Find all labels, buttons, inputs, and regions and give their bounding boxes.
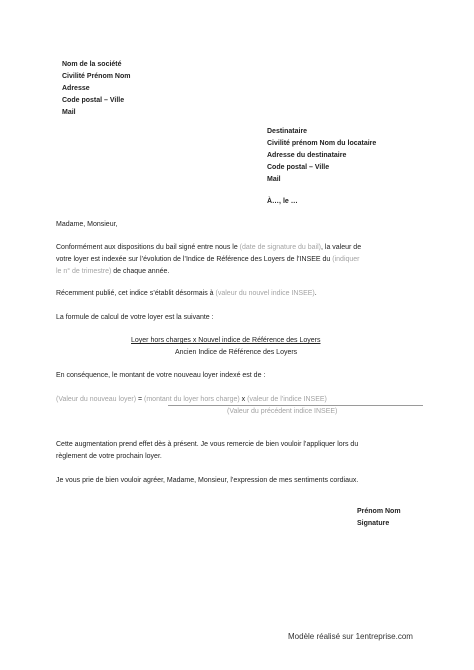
sender-name: Civilité Prénom Nom <box>62 73 131 80</box>
recipient-postal: Code postal – Ville <box>267 164 330 171</box>
paragraph-1-line-2: votre loyer est indexée sur l’évolution de l’Indice de Référence des Loyers de l’INSEE du (indiquer <box>56 256 360 263</box>
placeholder-previous-index: (Valeur du précédent indice INSEE) <box>227 408 338 415</box>
placeholder-lease-date: (date de signature du bail) <box>239 244 322 251</box>
salutation: Madame, Monsieur, <box>56 221 118 228</box>
sender-mail: Mail <box>62 109 76 116</box>
recipient-address: Adresse du destinataire <box>267 152 347 159</box>
paragraph-1-line-1: Conformément aux dispositions du bail signé entre nous le (date de signature du bail), la valeur de <box>56 244 362 251</box>
recipient-mail: Mail <box>267 176 281 183</box>
sender-address: Adresse <box>62 85 90 92</box>
place-date: À…, le … <box>267 198 298 205</box>
calculation-line: (Valeur du nouveau loyer) = (montant du loyer hors charge) x (valeur de l’indice INSEE) <box>56 396 327 403</box>
fraction-line <box>168 405 423 406</box>
paragraph-2: Récemment publié, cet indice s’établit désormais à (valeur du nouvel indice INSEE). <box>56 290 317 297</box>
closing-formula: Je vous prie de bien vouloir agréer, Madame, Monsieur, l’expression de mes sentiments cordiaux. <box>56 477 359 484</box>
signature-label: Signature <box>357 520 390 527</box>
sender-postal: Code postal – Ville <box>62 97 125 104</box>
placeholder-new-rent: (Valeur du nouveau loyer) <box>56 396 137 403</box>
formula-denominator: Ancien Indice de Référence des Loyers <box>175 349 298 356</box>
placeholder-quarter: (indiquer <box>332 256 360 263</box>
placeholder-insee-index: (valeur de l’indice INSEE) <box>247 396 327 403</box>
sender-company: Nom de la société <box>62 61 122 68</box>
placeholder-new-index: (valeur du nouvel indice INSEE) <box>215 290 315 297</box>
formula-numerator: Loyer hors charges x Nouvel indice de Référence des Loyers <box>131 337 321 344</box>
paragraph-3: La formule de calcul de votre loyer est la suivante : <box>56 314 214 321</box>
paragraph-4: En conséquence, le montant de votre nouveau loyer indexé est de : <box>56 372 266 379</box>
paragraph-5-line-2: règlement de votre prochain loyer. <box>56 453 162 460</box>
signature-name: Prénom Nom <box>357 508 401 515</box>
placeholder-rent-excl-charges: (montant du loyer hors charge) <box>144 396 240 403</box>
recipient-name: Civilité prénom Nom du locataire <box>267 140 377 147</box>
recipient-title: Destinataire <box>267 128 308 135</box>
footer-credit: Modèle réalisé sur 1entreprise.com <box>288 632 413 641</box>
paragraph-5-line-1: Cette augmentation prend effet dès à présent. Je vous remercie de bien vouloir l’appliquer lors du <box>56 441 359 448</box>
paragraph-1-line-3: le n° de trimestre) de chaque année. <box>56 268 170 275</box>
